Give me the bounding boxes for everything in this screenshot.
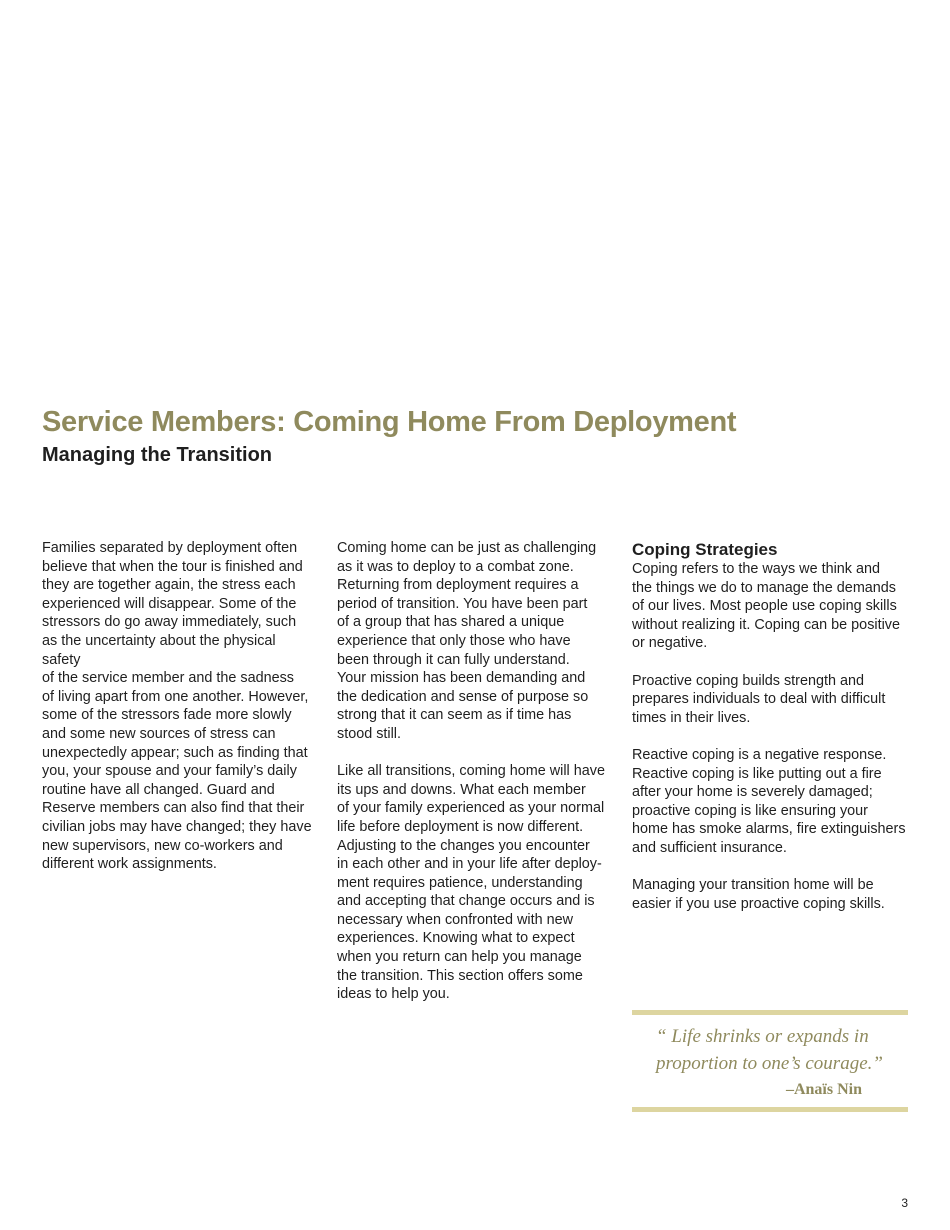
paragraph: Coming home can be just as challenging as it was to deploy to a combat zone. Returning from deployment requires a period of transition. You have been part of a group that has shared a unique experience that only those who have been through it can fully understand. Your mission has been demanding and the dedication and sense of purpose so strong that it can seem as if time has stood still. (337, 540, 597, 742)
paragraph: Like all transitions, coming home will have its ups and downs. What each member of your family experienced as your normal life before deployment is now different. Adjusting to the changes you encounter in each other and in your life after deploy- ment requires patience, understanding and accepting that change occurs and is necessary when confronted with new experiences. Knowing what to expect when you return can help you manage the transition. This section offers some ideas to help you. (337, 763, 605, 1003)
page-number: 3 (901, 1196, 908, 1210)
column-coping-strategies (632, 539, 910, 932)
paragraph: Reactive coping is a negative response. Reactive coping is like putting out a fire after your home is severely damaged; proactive coping is like ensuring your home has smoke alarms, fire extinguishers and sufficient insurance. (632, 746, 906, 856)
paragraph: Families separated by deployment often believe that when the tour is finished and they are together again, the stress each experienced will disappear. Some of the stressors do go away immediately, such as the uncertainty about the physical safety of the service member and the sadness of living apart from one another. However, some of the stressors fade more slowly and some new sources of stress can unexpectedly appear; such as finding that you, your spouse and your family’s daily routine have all changed. Guard and Reserve members can also find that their civilian jobs may have changed; they have new supervisors, new co-workers and different work assignments. (42, 540, 312, 873)
quote-author: –Anaïs Nin (785, 1081, 862, 1098)
column-coming-home (337, 539, 607, 1022)
paragraph: Managing your transition home will be easier if you use proactive coping skills. (632, 877, 885, 912)
quote-text: “ Life shrinks or expands in proportion to one’s courage.” (656, 1026, 883, 1074)
page-title: Service Members: Coming Home From Deployment (42, 406, 737, 438)
page-subtitle: Managing the Transition (42, 444, 273, 466)
section-heading: Coping Strategies (632, 540, 778, 559)
column-intro (42, 539, 317, 892)
paragraph: Proactive coping builds strength and prepares individuals to deal with difficult times in their lives. (632, 672, 886, 726)
pull-quote (632, 1010, 908, 1112)
paragraph: Coping refers to the ways we think and the things we do to manage the demands of our lives. Most people use coping skills without realizing it. Coping can be positive or negative. (632, 561, 900, 652)
